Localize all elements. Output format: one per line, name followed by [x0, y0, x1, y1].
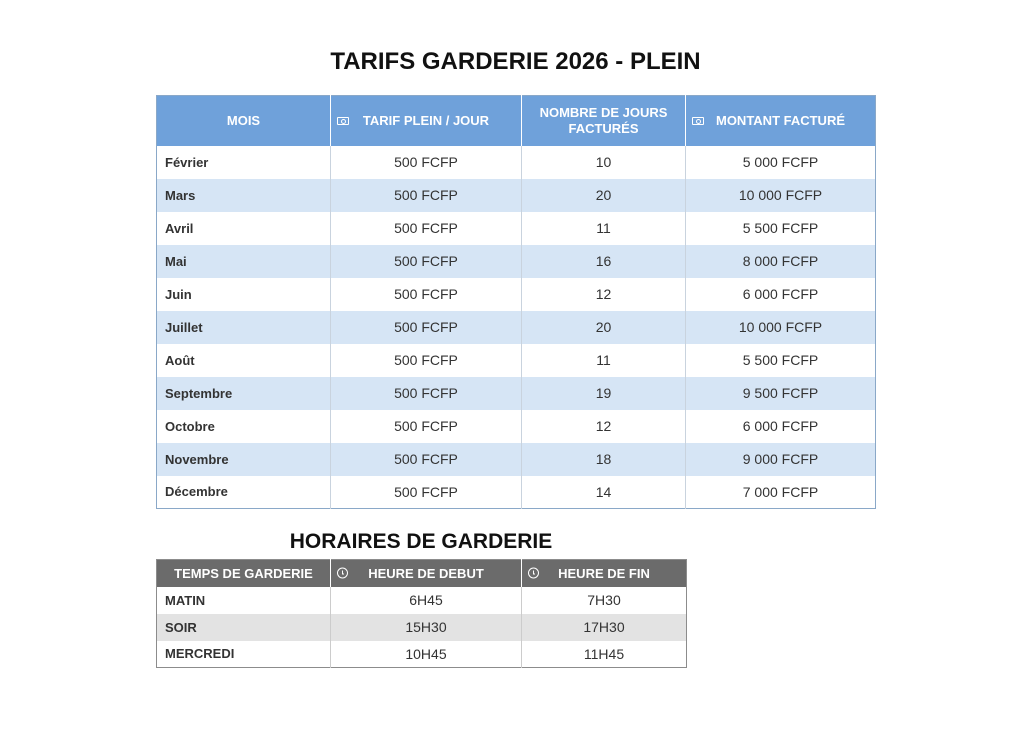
table-row [157, 476, 876, 509]
cell-tarif: 500 FCFP [331, 344, 522, 377]
money-icon [692, 117, 704, 125]
page-title: TARIFS GARDERIE 2026 - PLEIN [330, 48, 701, 75]
table-row [157, 344, 876, 377]
cell-fin: 7H30 [522, 587, 687, 614]
cell-jours: 19 [522, 377, 686, 410]
cell-montant: 6 000 FCFP [686, 410, 876, 443]
cell-mois: Mai [157, 245, 331, 278]
horaires-table [156, 559, 687, 668]
cell-mois: Décembre [157, 476, 331, 509]
column-header-montant[interactable]: MONTANT FACTURÉ [686, 96, 876, 146]
cell-montant: 9 000 FCFP [686, 443, 876, 476]
column-header-debut[interactable]: HEURE DE DEBUT [331, 560, 522, 587]
cell-jours: 11 [522, 344, 686, 377]
cell-jours: 11 [522, 212, 686, 245]
cell-jours: 20 [522, 179, 686, 212]
table-row [157, 179, 876, 212]
cell-mois: Octobre [157, 410, 331, 443]
column-header-mois[interactable]: MOIS [157, 96, 331, 146]
cell-jours: 12 [522, 278, 686, 311]
clock-icon [528, 568, 539, 579]
cell-tarif: 500 FCFP [331, 146, 522, 179]
table-row [157, 410, 876, 443]
cell-mois: Juin [157, 278, 331, 311]
cell-tarif: 500 FCFP [331, 410, 522, 443]
table-row [157, 641, 687, 668]
horaires-title: HORAIRES DE GARDERIE [289, 530, 553, 553]
cell-debut: 15H30 [331, 614, 522, 641]
cell-montant: 5 000 FCFP [686, 146, 876, 179]
cell-mois: Avril [157, 212, 331, 245]
cell-tarif: 500 FCFP [331, 278, 522, 311]
cell-montant: 7 000 FCFP [686, 476, 876, 509]
cell-tarif: 500 FCFP [331, 476, 522, 509]
cell-mois: Février [157, 146, 331, 179]
cell-jours: 14 [522, 476, 686, 509]
cell-tarif: 500 FCFP [331, 245, 522, 278]
column-header-jours[interactable]: NOMBRE DE JOURS FACTURÉS [522, 96, 686, 146]
cell-jours: 12 [522, 410, 686, 443]
tarifs-table [156, 95, 876, 509]
table-row [157, 146, 876, 179]
cell-temps: MATIN [157, 587, 331, 614]
table-row [157, 377, 876, 410]
cell-debut: 6H45 [331, 587, 522, 614]
tarifs-header-row [157, 96, 876, 146]
horaires-header-row [157, 560, 687, 587]
cell-montant: 10 000 FCFP [686, 311, 876, 344]
cell-mois: Août [157, 344, 331, 377]
money-icon [337, 117, 349, 125]
cell-tarif: 500 FCFP [331, 179, 522, 212]
cell-jours: 20 [522, 311, 686, 344]
cell-temps: MERCREDI [157, 641, 331, 668]
cell-mois: Septembre [157, 377, 331, 410]
cell-mois: Novembre [157, 443, 331, 476]
column-header-tarif[interactable]: TARIF PLEIN / JOUR [331, 96, 522, 146]
cell-mois: Juillet [157, 311, 331, 344]
cell-tarif: 500 FCFP [331, 377, 522, 410]
cell-montant: 9 500 FCFP [686, 377, 876, 410]
table-row [157, 212, 876, 245]
table-row [157, 587, 687, 614]
cell-jours: 18 [522, 443, 686, 476]
cell-montant: 5 500 FCFP [686, 344, 876, 377]
cell-tarif: 500 FCFP [331, 311, 522, 344]
table-row [157, 245, 876, 278]
cell-temps: SOIR [157, 614, 331, 641]
cell-mois: Mars [157, 179, 331, 212]
column-header-temps[interactable]: TEMPS DE GARDERIE [157, 560, 331, 587]
cell-montant: 5 500 FCFP [686, 212, 876, 245]
cell-tarif: 500 FCFP [331, 443, 522, 476]
cell-tarif: 500 FCFP [331, 212, 522, 245]
cell-debut: 10H45 [331, 641, 522, 668]
table-row [157, 443, 876, 476]
cell-fin: 17H30 [522, 614, 687, 641]
cell-montant: 8 000 FCFP [686, 245, 876, 278]
column-header-fin[interactable]: HEURE DE FIN [522, 560, 687, 587]
cell-jours: 10 [522, 146, 686, 179]
cell-fin: 11H45 [522, 641, 687, 668]
clock-icon [337, 568, 348, 579]
table-row [157, 278, 876, 311]
table-row [157, 614, 687, 641]
cell-jours: 16 [522, 245, 686, 278]
cell-montant: 6 000 FCFP [686, 278, 876, 311]
cell-montant: 10 000 FCFP [686, 179, 876, 212]
table-row [157, 311, 876, 344]
